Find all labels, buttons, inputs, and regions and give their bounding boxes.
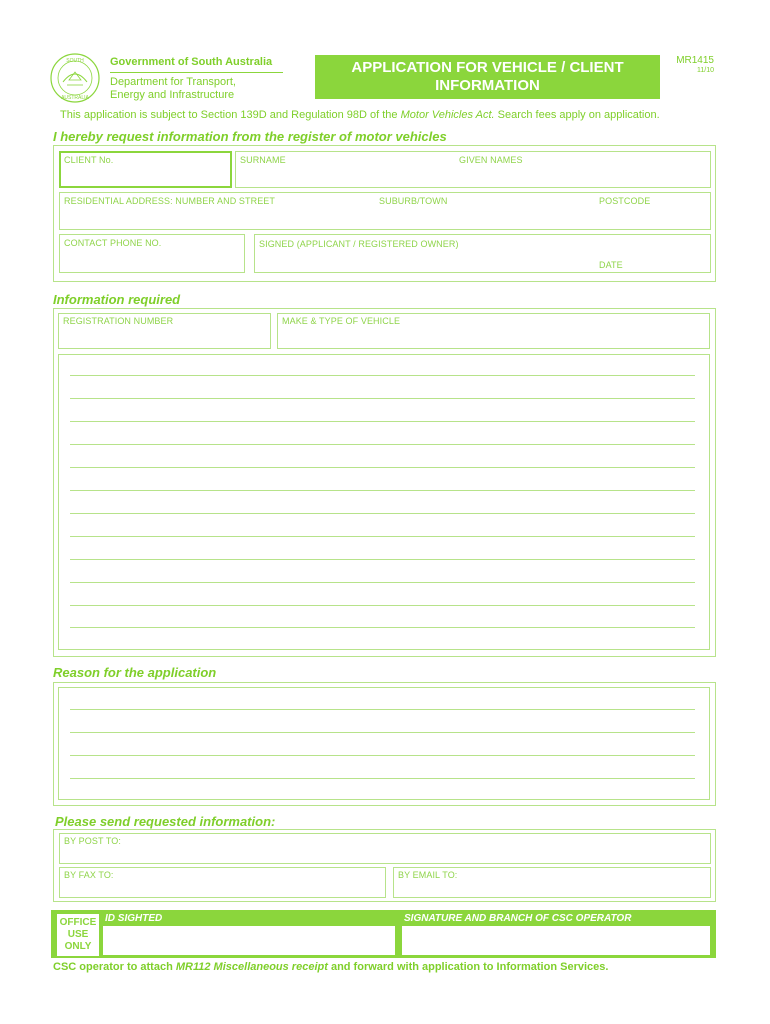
send-heading: Please send requested information: xyxy=(55,814,276,829)
reason-writing-line xyxy=(70,778,695,779)
form-title xyxy=(315,55,660,99)
make-type-label: MAKE & TYPE OF VEHICLE xyxy=(282,316,401,326)
fax-label: BY FAX TO: xyxy=(64,870,114,880)
government-name: Government of South Australia xyxy=(110,56,273,68)
subject-act: Motor Vehicles Act. xyxy=(400,109,495,121)
surname-label: SURNAME xyxy=(240,155,286,165)
address-label: RESIDENTIAL ADDRESS: NUMBER AND STREET xyxy=(64,196,276,206)
svg-text:AUSTRALIA: AUSTRALIA xyxy=(61,95,89,101)
operator-signature-label: SIGNATURE AND BRANCH OF CSC OPERATOR xyxy=(404,913,632,924)
info-writing-line xyxy=(70,375,695,376)
logo-divider xyxy=(110,72,283,73)
info-writing-line xyxy=(70,605,695,606)
info-writing-line xyxy=(70,398,695,399)
reason-writing-line xyxy=(70,732,695,733)
footer-instruction xyxy=(53,961,608,973)
office-tag-line-1: OFFICE xyxy=(59,917,97,928)
info-writing-line xyxy=(70,444,695,445)
reason-area[interactable] xyxy=(58,687,710,800)
phone-label: CONTACT PHONE NO. xyxy=(64,238,162,248)
client-no-label: CLIENT No. xyxy=(64,155,114,165)
footer-suffix: and forward with application to Information Services. xyxy=(327,961,609,973)
registration-label: REGISTRATION NUMBER xyxy=(63,316,174,326)
post-field[interactable] xyxy=(59,833,711,864)
postcode-label: POSTCODE xyxy=(599,196,651,206)
given-names-label: GIVEN NAMES xyxy=(459,155,523,165)
subject-prefix: This application is subject to Section 139D and Regulation 98D of the xyxy=(60,109,401,121)
info-writing-line xyxy=(70,582,695,583)
info-writing-line xyxy=(70,627,695,628)
operator-signature-field[interactable] xyxy=(402,926,710,955)
department-line-2: Energy and Infrastructure xyxy=(110,89,235,101)
info-writing-line xyxy=(70,467,695,468)
department-line-1: Department for Transport, xyxy=(110,76,236,88)
form-code: MR1415 xyxy=(676,55,714,66)
reason-writing-line xyxy=(70,709,695,710)
form-title-line-1: APPLICATION FOR VEHICLE / CLIENT xyxy=(351,59,624,76)
reason-writing-line xyxy=(70,755,695,756)
info-writing-line xyxy=(70,536,695,537)
office-tag-line-2: USE xyxy=(67,929,89,940)
post-label: BY POST TO: xyxy=(64,836,121,846)
suburb-label: SUBURB/TOWN xyxy=(379,196,448,206)
email-label: BY EMAIL TO: xyxy=(398,870,458,880)
signed-label: SIGNED (APPLICANT / REGISTERED OWNER) xyxy=(259,239,459,249)
footer-receipt: MR112 Miscellaneous receipt xyxy=(175,961,328,973)
footer-prefix: CSC operator to attach xyxy=(53,961,176,973)
office-use-block xyxy=(51,910,716,958)
id-sighted-label: ID SIGHTED xyxy=(105,913,163,924)
office-use-only-tag xyxy=(57,914,99,956)
svg-text:SOUTH: SOUTH xyxy=(66,58,84,64)
form-title-line-2: INFORMATION xyxy=(435,77,540,94)
date-label: DATE xyxy=(599,260,623,270)
info-writing-line xyxy=(70,490,695,491)
reason-heading: Reason for the application xyxy=(53,665,217,680)
subject-suffix: Search fees apply on application. xyxy=(494,109,660,121)
info-writing-line xyxy=(70,513,695,514)
info-writing-line xyxy=(70,559,695,560)
info-writing-line xyxy=(70,421,695,422)
id-sighted-field[interactable] xyxy=(103,926,395,955)
office-tag-line-3: ONLY xyxy=(64,941,92,952)
form-date: 11/10 xyxy=(697,67,714,74)
subject-statement xyxy=(60,109,660,121)
info-heading: Information required xyxy=(53,292,181,307)
request-heading: I hereby request information from the register of motor vehicles xyxy=(53,129,447,144)
sa-government-logo xyxy=(49,52,101,104)
